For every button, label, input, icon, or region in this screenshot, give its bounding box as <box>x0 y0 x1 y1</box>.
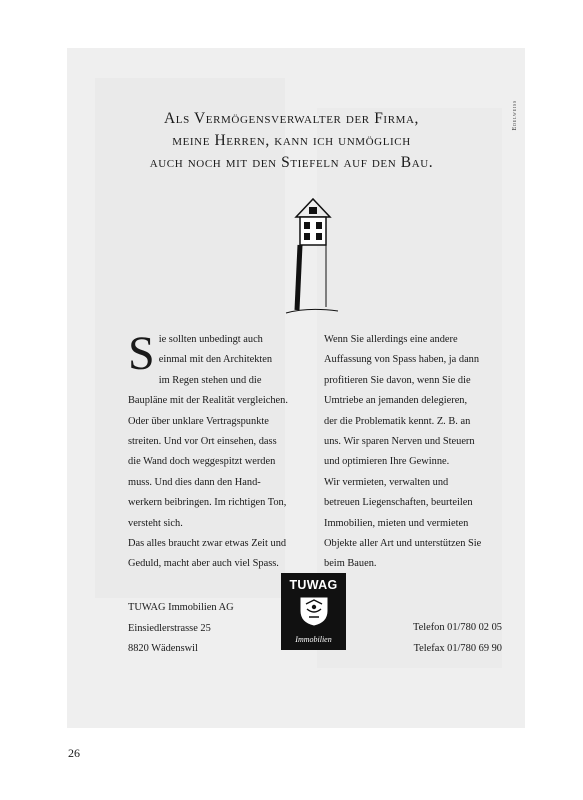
tuwag-logo <box>281 573 346 650</box>
body-line: Geduld, macht aber auch viel Spass. <box>128 558 279 570</box>
body-line: Umtriebe an jemanden delegieren, <box>324 395 468 407</box>
body-line: Das alles braucht zwar etwas Zeit und <box>128 538 287 550</box>
body-line: im Regen stehen und die <box>158 374 262 386</box>
company-name: TUWAG Immobilien AG <box>128 602 234 613</box>
body-line: Objekte aller Art und unterstützen Sie <box>324 538 482 550</box>
body-left-column <box>128 327 314 575</box>
body-line: muss. Und dies dann den Hand- <box>128 476 261 488</box>
body-line: und optimieren Ihre Gewinne. <box>324 456 450 468</box>
page-number: 26 <box>68 746 80 760</box>
body-line: Baupläne mit der Realität vergleichen. <box>128 395 288 407</box>
headline-line: meine Herren, kann ich unmöglich <box>172 132 411 149</box>
body-line: beim Bauen. <box>324 558 377 570</box>
side-credit: Edelweiss <box>512 100 518 131</box>
body-line: Wenn Sie allerdings eine andere <box>324 334 458 345</box>
body-line: werkern beibringen. Im richtigen Ton, <box>128 497 287 509</box>
logo-subtitle: Immobilien <box>295 635 332 644</box>
body-line: uns. Wir sparen Nerven und Steuern <box>324 436 475 448</box>
body-line: Auffassung von Spass haben, ja dann <box>324 354 480 366</box>
tower-illustration <box>278 195 348 325</box>
body-line: streiten. Und vor Ort einsehen, dass <box>128 436 277 448</box>
body-line: einmal mit den Architekten <box>158 354 273 366</box>
body-line: Wir vermieten, verwalten und <box>324 476 449 488</box>
body-line: profitieren Sie davon, wenn Sie die <box>324 374 471 386</box>
body-line: die Wand doch weggespitzt werden <box>128 456 276 468</box>
city-address: 8820 Wädenswil <box>128 643 198 654</box>
body-line: betreuen Liegenschaften, beurteilen <box>324 497 473 509</box>
drop-cap: S <box>128 327 155 380</box>
headline <box>0 108 583 174</box>
company-address <box>128 598 234 660</box>
phone-number: Telefon 01/780 02 05 <box>412 622 502 633</box>
body-line: versteht sich. <box>128 517 183 529</box>
street-address: Einsiedlerstrasse 25 <box>128 622 211 634</box>
body-right-column <box>324 330 510 575</box>
fax-number: Telefax 01/780 69 90 <box>413 642 502 654</box>
crest-icon <box>297 595 331 627</box>
body-line: Oder über unklare Vertragspunkte <box>128 415 269 427</box>
body-line: Immobilien, mieten und vermieten <box>324 517 469 529</box>
contact-numbers <box>413 618 502 659</box>
body-line: der die Problematik kennt. Z. B. an <box>324 415 471 427</box>
body-line: ie sollten unbedingt auch <box>158 334 263 345</box>
logo-name: TUWAG <box>289 578 338 592</box>
headline-line: auch noch mit den Stiefeln auf den Bau. <box>149 154 434 171</box>
headline-line: Als Vermögensverwalter der Firma, <box>163 110 420 127</box>
